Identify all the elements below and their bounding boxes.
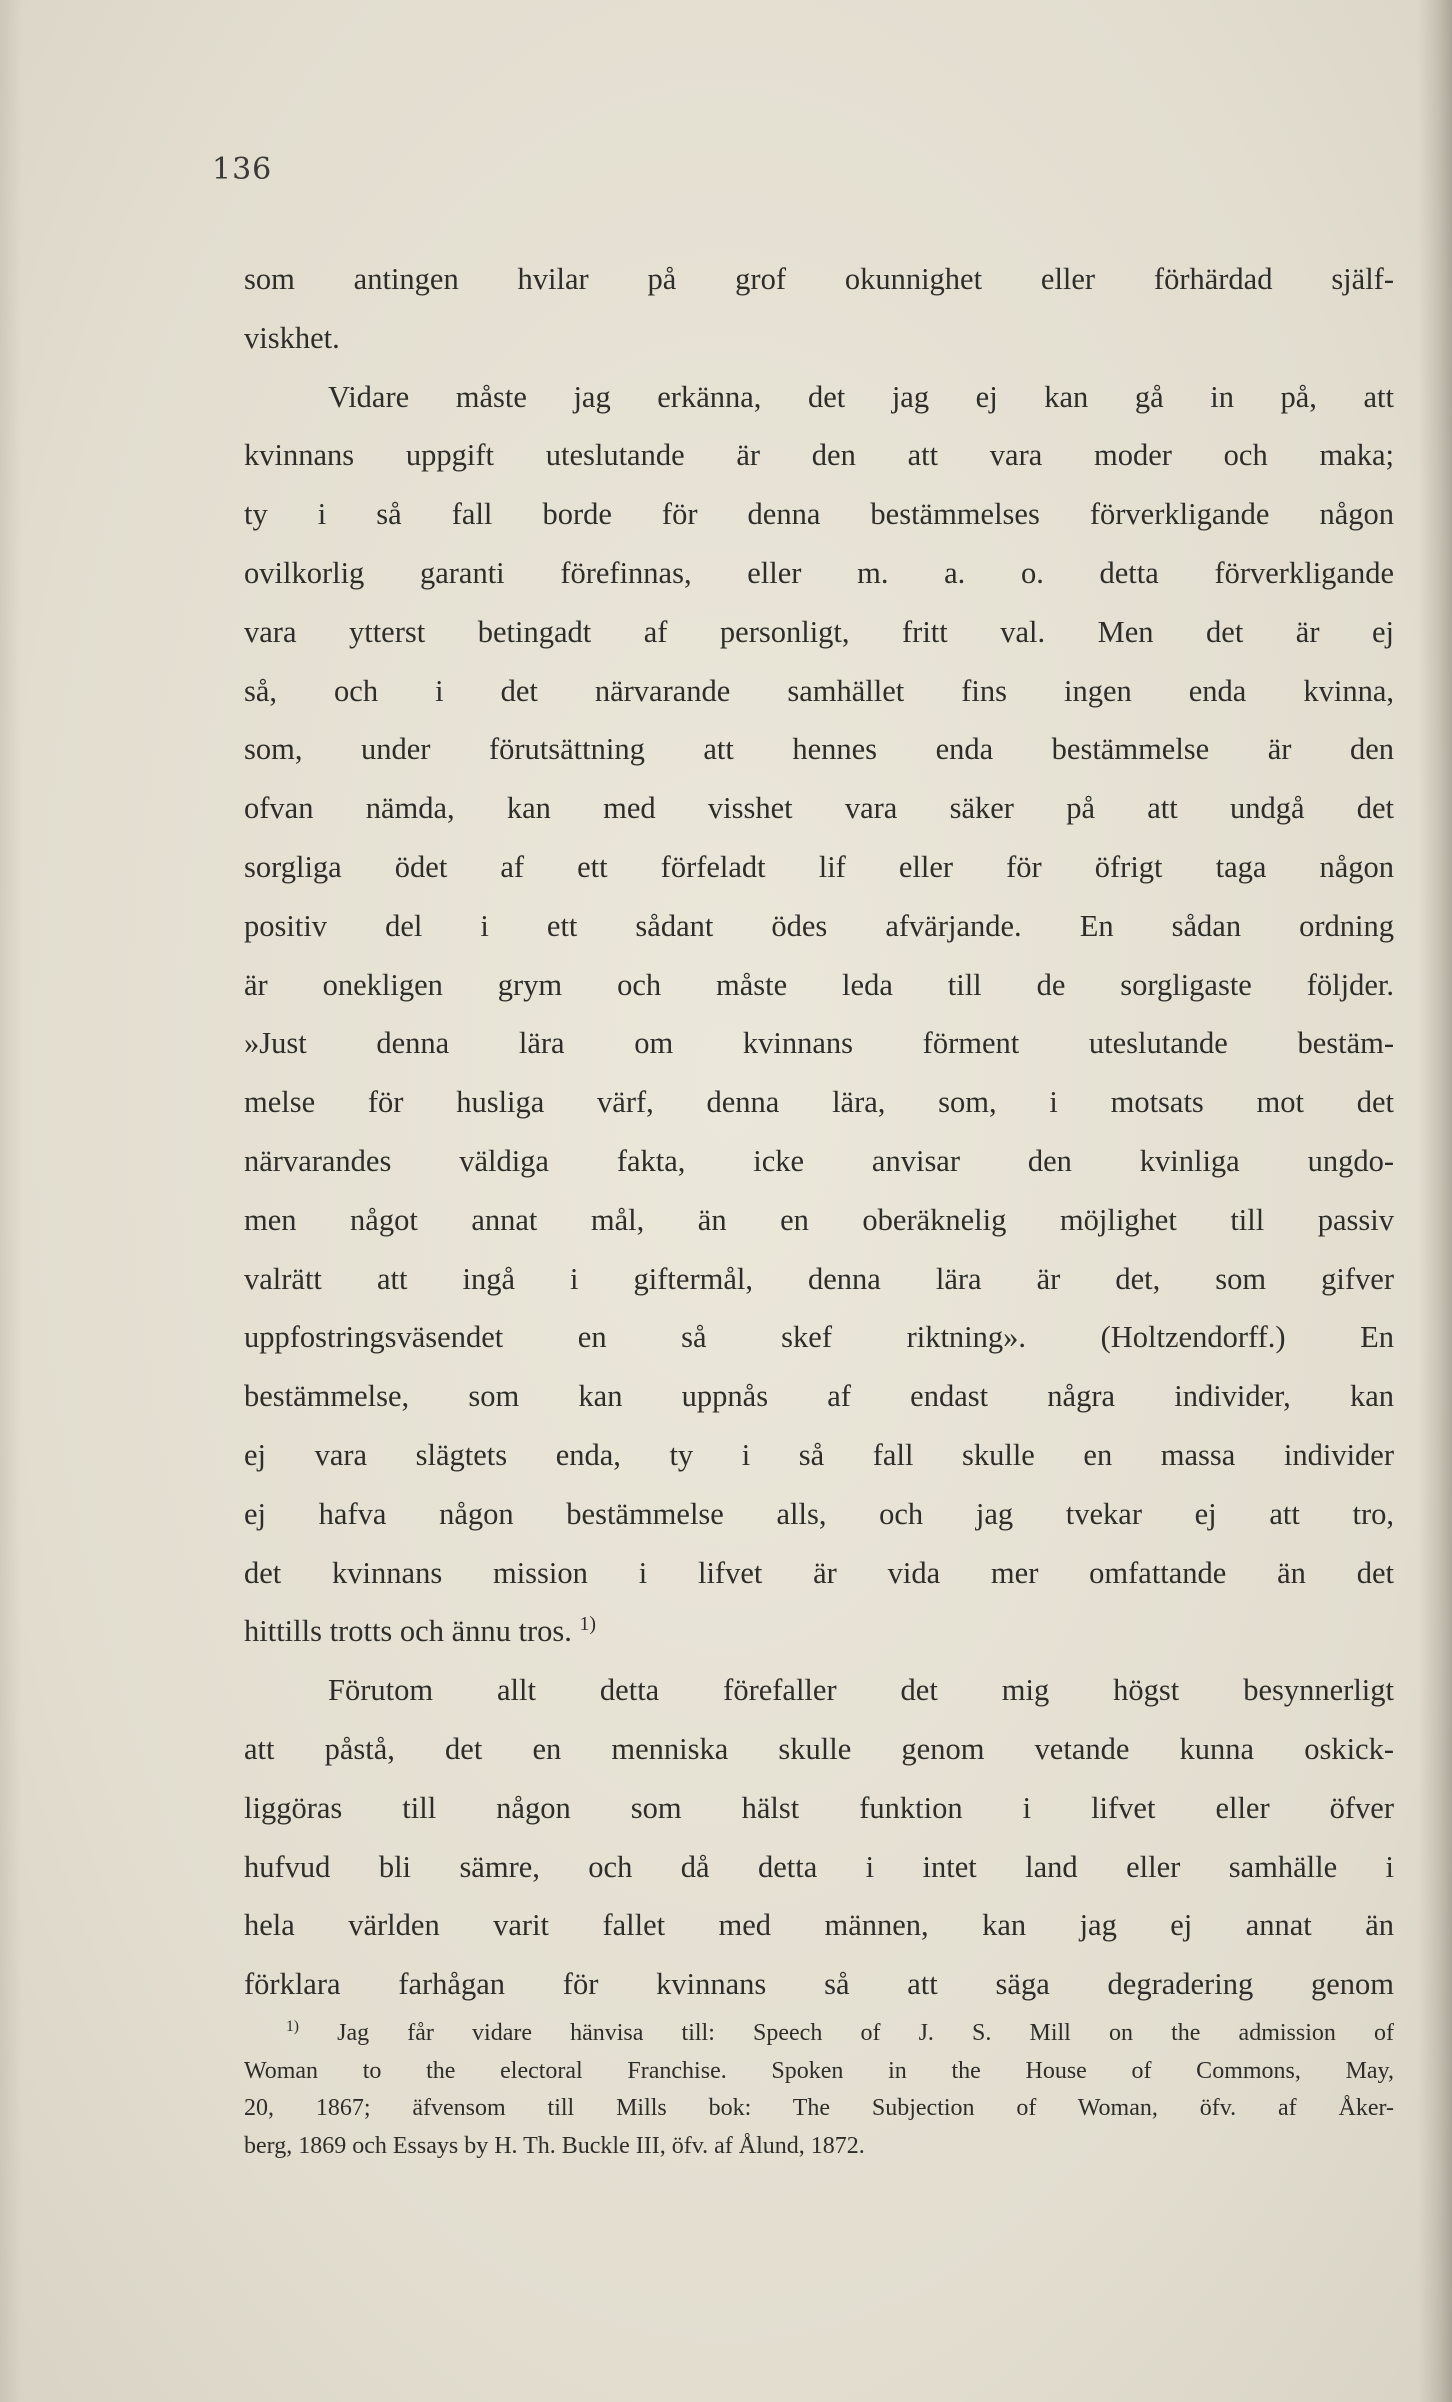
text-line: är onekligen grym och måste leda till de sorgligaste följder. [244, 967, 1394, 1002]
text-line: positiv del i ett sådant ödes afvärjande. En sådan ordning [244, 908, 1394, 943]
text-line: ovilkorlig garanti förefinnas, eller m. a. o. detta förverkligande [244, 555, 1394, 590]
text-line: ofvan nämda, kan med visshet vara säker på att undgå det [244, 791, 1394, 826]
text-line: att påstå, det en menniska skulle genom vetande kunna oskick- [244, 1731, 1394, 1766]
page-number: 136 [212, 152, 273, 187]
footnote-block [244, 2015, 1394, 2165]
text-line: hufvud bli sämre, och då detta i intet land eller samhälle i [244, 1849, 1394, 1884]
text-line: så, och i det närvarande samhället fins ingen enda kvinna, [244, 673, 1394, 708]
text-line-with-footnote-ref [244, 1602, 1394, 1661]
text-line: Förutom allt detta förefaller det mig högst besynnerligt [328, 1673, 1394, 1708]
body-text [244, 250, 1394, 2014]
text-line: som antingen hvilar på grof okunnighet eller förhärdad själf- [244, 262, 1394, 296]
text-line: kvinnans uppgift uteslutande är den att vara moder och maka; [244, 438, 1394, 473]
text-line: uppfostringsväsendet en så skef riktning». (Holtzendorff.) En [244, 1320, 1394, 1355]
footnote-reference: 1) [579, 1613, 597, 1636]
text-line: Vidare måste jag erkänna, det jag ej kan gå in på, att [328, 379, 1394, 414]
page-edge-shadow-left [0, 0, 22, 2402]
text-line: ej vara slägtets enda, ty i så fall skulle en massa individer [244, 1437, 1394, 1472]
text-line: hela världen varit fallet med männen, kan jag ej annat än [244, 1908, 1394, 1943]
text-line: närvarandes väldiga fakta, icke anvisar den kvinliga ungdo- [244, 1143, 1394, 1178]
text-line: ej hafva någon bestämmelse alls, och jag tvekar ej att tro, [244, 1496, 1394, 1531]
footnote-line: Jag får vidare hänvisa till: Speech of J. S. Mill on the admission of [337, 2020, 1395, 2046]
text-line: liggöras till någon som hälst funktion i lifvet eller öfver [244, 1790, 1394, 1825]
text-line: vara ytterst betingadt af personligt, fritt val. Men det är ej [244, 614, 1394, 649]
text-line: sorgliga ödet af ett förfeladt lif eller för öfrigt taga någon [244, 849, 1394, 884]
text-line: förklara farhågan för kvinnans så att säga degradering genom [244, 1967, 1394, 2002]
footnote-line: 20, 1867; äfvensom till Mills bok: The Subjection of Woman, öfv. af Åker- [244, 2095, 1394, 2121]
footnote-marker: 1) [286, 2018, 299, 2035]
text-line: det kvinnans mission i lifvet är vida mer omfattande än det [244, 1555, 1394, 1590]
footnote-line-with-marker [244, 2015, 1394, 2053]
footnote-line: Woman to the electoral Franchise. Spoken in the House of Commons, May, [244, 2057, 1394, 2084]
page-edge-shadow-right [1418, 0, 1452, 2402]
text-line: som, under förutsättning att hennes enda bestämmelse är den [244, 732, 1394, 767]
text-line: men något annat mål, än en oberäknelig möjlighet till passiv [244, 1202, 1394, 1237]
text-line: »Just denna lära om kvinnans förment uteslutande bestäm- [244, 1026, 1394, 1061]
footnote-line: berg, 1869 och Essays by H. Th. Buckle III, öfv. af Ålund, 1872. [244, 2132, 865, 2159]
text-line: hittills trotts och ännu tros. [244, 1614, 572, 1649]
text-line: ty i så fall borde för denna bestämmelses förverkligande någon [244, 497, 1394, 532]
text-line: melse för husliga värf, denna lära, som, i motsats mot det [244, 1085, 1394, 1120]
text-line: bestämmelse, som kan uppnås af endast några individer, kan [244, 1379, 1394, 1414]
text-line: valrätt att ingå i giftermål, denna lära är det, som gifver [244, 1261, 1394, 1296]
text-line: viskhet. [244, 320, 340, 355]
